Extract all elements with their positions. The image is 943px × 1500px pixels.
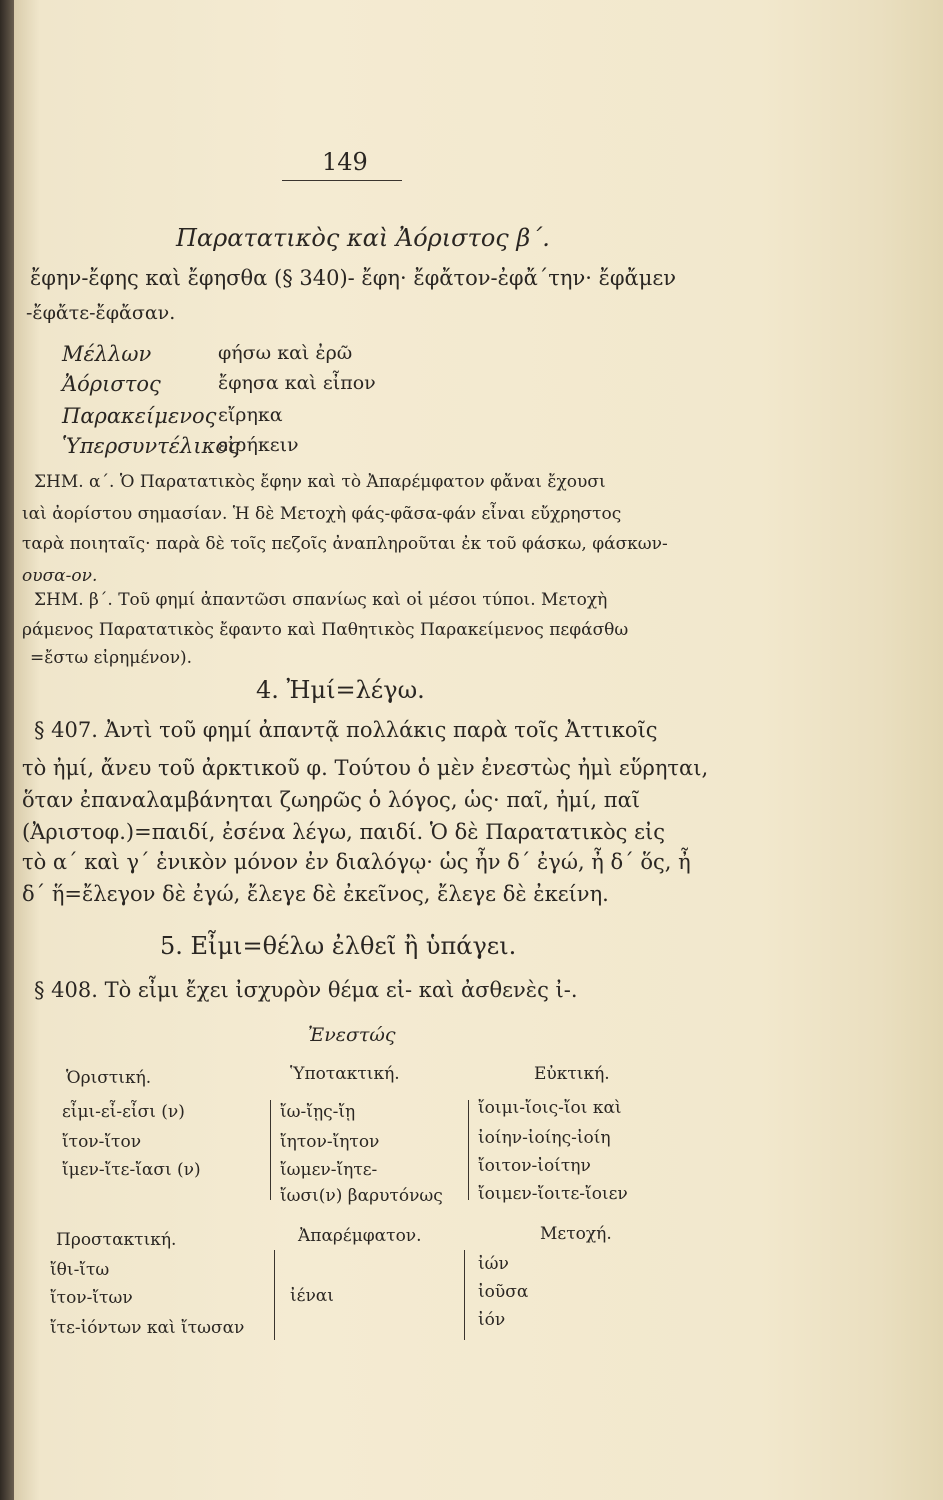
para-407-line-6: δ΄ ἥ=ἔλεγον δὲ ἐγώ, ἔλεγε δὲ ἐκεῖνος, ἔλεγε δὲ ἐκείνη.	[22, 882, 609, 906]
table-divider	[464, 1250, 465, 1340]
mood-optative-title: Εὐκτική.	[534, 1064, 610, 1084]
note-a-line-4: ουσα-ον.	[22, 566, 98, 586]
subsection-5-heading: 5. Εἶμι=θέλω ἐλθεῖ ἢ ὑπάγει.	[160, 932, 517, 960]
mood-optative-form: ἴοιμεν-ἴοιτε-ἴοιεν	[478, 1184, 628, 1204]
note-a-line-1: ΣΗΜ. α΄. Ὁ Παρατατικὸς ἔφην καὶ τὸ Ἀπαρέμφατον φἄναι ἔχουσι	[34, 472, 606, 492]
para-407-line-4: (Ἀριστοφ.)=παιδί, ἐσένα λέγω, παιδί. Ὁ δὲ Παρατατικὸς εἰς	[22, 820, 665, 844]
page-number: 149	[322, 148, 368, 176]
mood-indicative-form: ἴτον-ἴτον	[62, 1132, 142, 1152]
tense-form-perfect: εἴρηκα	[218, 404, 283, 426]
header-rule	[282, 180, 402, 181]
forms-line-2: -ἔφἄτε-ἔφἄσαν.	[26, 302, 176, 324]
mood-indicative-form: ἴμεν-ἴτε-ἴασι (ν)	[62, 1160, 201, 1180]
mood-infinitive-form: ἰέναι	[290, 1286, 334, 1306]
mood-subjunctive-form: ἴητον-ἴητον	[280, 1132, 380, 1152]
mood-indicative-form: εἶμι-εἶ-εἶσι (ν)	[62, 1102, 185, 1122]
section-heading: Παρατατικὸς καὶ Ἀόριστος β΄.	[176, 224, 550, 252]
para-408: § 408. Τὸ εἶμι ἔχει ἰσχυρὸν θέμα εἰ- καὶ ἀσθενὲς ἰ-.	[34, 978, 578, 1002]
tense-form-aorist: ἔφησα καὶ εἶπον	[218, 372, 376, 394]
mood-imperative-title: Προστακτική.	[56, 1230, 177, 1250]
para-407-line-1: § 407. Ἀντὶ τοῦ φημί ἀπαντᾷ πολλάκις παρὰ τοῖς Ἀττικοῖς	[34, 718, 658, 742]
para-407-line-5: τὸ α΄ καὶ γ΄ ἑνικὸν μόνον ἐν διαλόγῳ· ὡς ἦν δ΄ ἐγώ, ἦ δ΄ ὅς, ἦ	[22, 850, 691, 874]
tense-form-future: φήσω καὶ ἐρῶ	[218, 342, 353, 364]
tense-label-future: Μέλλων	[62, 342, 152, 366]
forms-line-1: ἔφην-ἔφης καὶ ἔφησθα (§ 340)- ἔφη· ἔφἄτον-ἐφἄ΄την· ἔφἄμεν	[30, 266, 677, 290]
mood-participle-title: Μετοχή.	[540, 1224, 612, 1244]
tense-label-aorist: Ἀόριστος	[62, 372, 161, 396]
mood-indicative-title: Ὁριστική.	[66, 1068, 152, 1088]
mood-participle-form: ἰών	[478, 1254, 509, 1274]
mood-subjunctive-form: ἴω-ἴῃς-ἴῃ	[280, 1102, 356, 1122]
mood-subjunctive-form: ἴωσι(ν) βαρυτόνως	[280, 1186, 443, 1206]
note-b-line-1: ΣΗΜ. β΄. Τοῦ φημί ἀπαντῶσι σπανίως καὶ οἱ μέσοι τύποι. Μετοχὴ	[34, 590, 608, 610]
note-b-line-2: ράμενος Παρατατικὸς ἔφαντο καὶ Παθητικὸς Παρακείμενος πεφάσθω	[22, 620, 629, 640]
book-binding	[0, 0, 14, 1500]
mood-optative-form: ἰοίην-ἰοίης-ἰοίη	[478, 1128, 611, 1148]
mood-subjunctive-title: Ὑποτακτική.	[290, 1064, 400, 1084]
mood-participle-form: ἰόν	[478, 1310, 506, 1330]
mood-imperative-form: ἴτε-ἰόντων καὶ ἴτωσαν	[50, 1318, 245, 1338]
mood-infinitive-title: Ἀπαρέμφατον.	[298, 1226, 422, 1246]
table-divider	[270, 1100, 271, 1200]
tense-label-perfect: Παρακείμενος	[62, 404, 217, 428]
para-407-line-2: τὸ ἠμί, ἄνευ τοῦ ἀρκτικοῦ φ. Τούτου ὁ μὲν ἐνεστὼς ἠμὶ εὕρηται,	[22, 756, 709, 780]
tense-label-pluperfect: Ὑπερσυντέλικος	[62, 434, 240, 458]
mood-imperative-form: ἴθι-ἴτω	[50, 1260, 110, 1280]
note-a-line-2: ιαὶ ἀορίστου σημασίαν. Ἡ δὲ Μετοχὴ φάς-φᾶσα-φάν εἶναι εὔχρηστος	[22, 504, 622, 524]
mood-participle-form: ἰοῦσα	[478, 1282, 529, 1302]
note-b-line-3: =ἔστω εἰρημένον).	[30, 648, 193, 668]
tense-form-pluperfect: εἰρήκειν	[218, 434, 299, 456]
mood-optative-form: ἴοιτον-ἰοίτην	[478, 1156, 591, 1176]
para-407-line-3: ὅταν ἐπαναλαμβάνηται ζωηρῶς ὁ λόγος, ὡς· παῖ, ἠμί, παῖ	[22, 788, 641, 812]
present-heading: Ἐνεστώς	[308, 1024, 396, 1046]
note-a-line-3: ταρὰ ποιηταῖς· παρὰ δὲ τοῖς πεζοῖς ἀναπληροῦται ἐκ τοῦ φάσκω, φάσκων-	[22, 534, 668, 554]
mood-imperative-form: ἴτον-ἴτων	[50, 1288, 133, 1308]
table-divider	[468, 1100, 469, 1200]
mood-optative-form: ἴοιμι-ἴοις-ἴοι καὶ	[478, 1098, 622, 1118]
subsection-4-heading: 4. Ἠμί=λέγω.	[256, 676, 425, 704]
table-divider	[274, 1250, 275, 1340]
mood-subjunctive-form: ἴωμεν-ἴητε-	[280, 1160, 378, 1180]
